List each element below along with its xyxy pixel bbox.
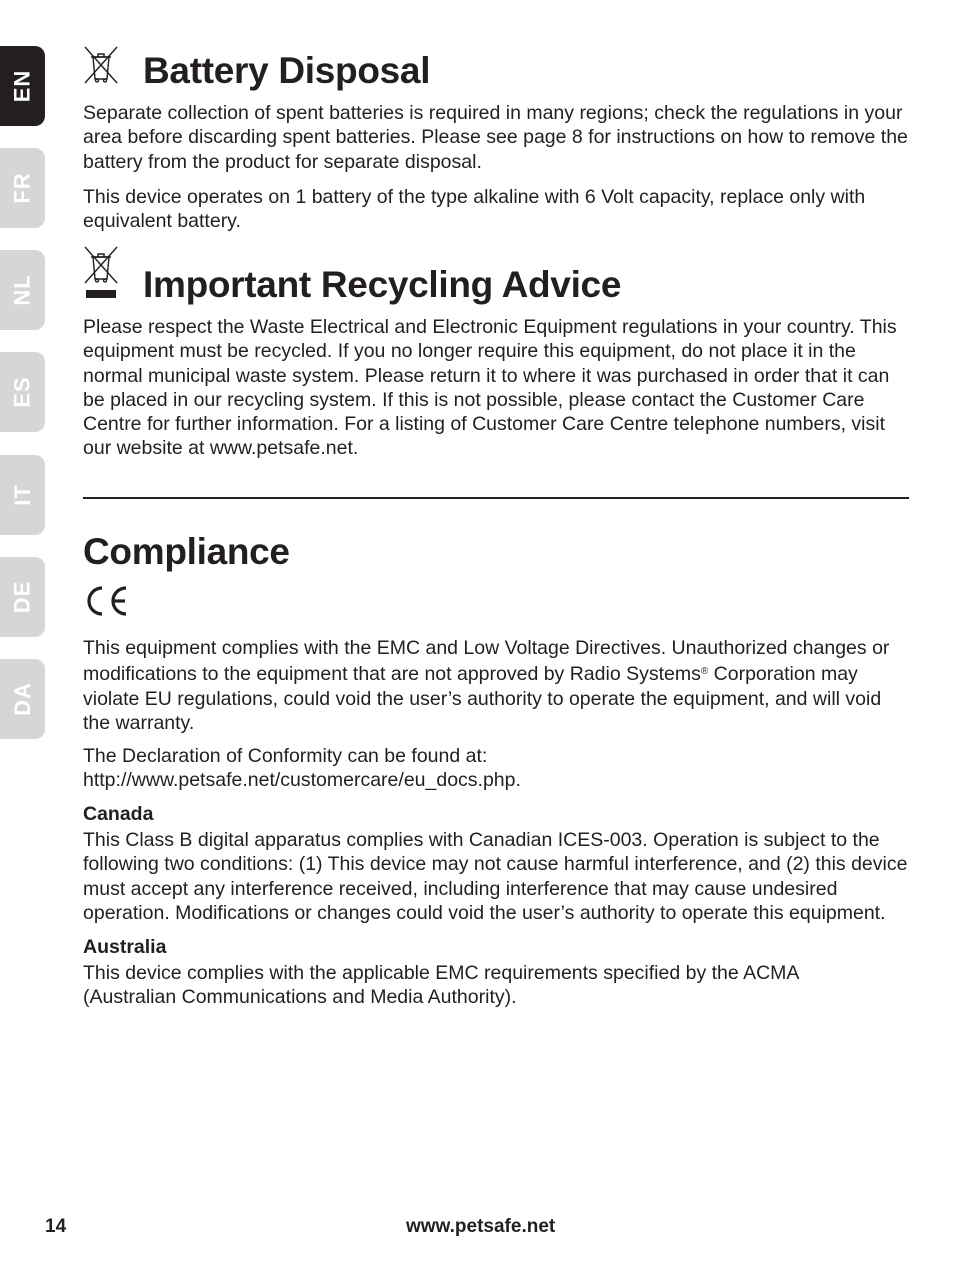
weee-bin-icon bbox=[83, 245, 119, 301]
tab-label: DE bbox=[9, 580, 35, 614]
compliance-title: Compliance bbox=[83, 531, 290, 572]
declaration-paragraph: The Declaration of Conformity can be found at: http://www.petsafe.net/customercare/eu_docs.php. bbox=[83, 745, 521, 792]
tab-label: DA bbox=[9, 682, 35, 716]
compliance-heading bbox=[83, 531, 290, 573]
canada-heading: Canada bbox=[83, 803, 154, 825]
crossed-bin-icon bbox=[83, 45, 119, 85]
tab-fr[interactable] bbox=[0, 148, 45, 228]
registered-mark: ® bbox=[700, 666, 709, 678]
compliance-text-a: This equipment complies with the EMC and Low Voltage Directives. Unauthorized changes or modifications to the equipment that are not approved by Radio Systems bbox=[83, 637, 890, 686]
recycling-paragraph: Please respect the Waste Electrical and Electronic Equipment regulations in your country. This equipment must be recycled. If you no longer require this equipment, do not place it in the normal municipal waste system. Please return it to where it was purchased in order that it can be placed in our recycling system. If this is not possible, please contact the Customer Care Centre for further information. For a listing of Customer Care Centre telephone numbers, visit our website at www.petsafe.net. bbox=[83, 316, 897, 460]
battery-title: Battery Disposal bbox=[143, 50, 431, 91]
ce-mark-icon bbox=[83, 585, 129, 617]
australia-heading: Australia bbox=[83, 936, 167, 958]
battery-paragraph-2: This device operates on 1 battery of the type alkaline with 6 Volt capacity, replace only with equivalent battery. bbox=[83, 186, 866, 233]
tab-nl[interactable] bbox=[0, 250, 45, 330]
compliance-text-b: Corporation may violate EU regulations, could void the user’s authority to operate the equipment, and will void the warranty. bbox=[83, 663, 882, 734]
section-divider bbox=[83, 497, 909, 499]
canada-paragraph: This Class B digital apparatus complies with Canadian ICES-003. Operation is subject to the following two conditions: (1) This device may not cause harmful interference, and (2) this device must accept any interference received, including interference that may cause undesired operation. Modifications or changes could void the user’s authority to operate this equipment. bbox=[83, 829, 908, 924]
recycling-heading bbox=[143, 264, 621, 306]
footer-url: www.petsafe.net bbox=[406, 1216, 556, 1237]
australia-paragraph: This device complies with the applicable EMC requirements specified by the ACMA (Australian Communications and Media Authority). bbox=[83, 962, 799, 1009]
tab-it[interactable] bbox=[0, 455, 45, 535]
compliance-paragraph-1 bbox=[83, 636, 903, 735]
tab-label: EN bbox=[9, 69, 35, 103]
tab-label: ES bbox=[9, 376, 35, 408]
tab-en[interactable] bbox=[0, 46, 45, 126]
tab-label: IT bbox=[9, 484, 35, 506]
tab-label: NL bbox=[9, 274, 35, 306]
tab-de[interactable] bbox=[0, 557, 45, 637]
tab-da[interactable] bbox=[0, 659, 45, 739]
tab-es[interactable] bbox=[0, 352, 45, 432]
tab-label: FR bbox=[9, 172, 35, 204]
recycling-title: Important Recycling Advice bbox=[143, 264, 622, 305]
page-number: 14 bbox=[45, 1216, 67, 1237]
battery-heading bbox=[143, 50, 430, 92]
battery-paragraph-1: Separate collection of spent batteries is required in many regions; check the regulations in your area before discarding spent batteries. Please see page 8 for instructions on how to remove the battery from the product for separate disposal. bbox=[83, 102, 908, 173]
